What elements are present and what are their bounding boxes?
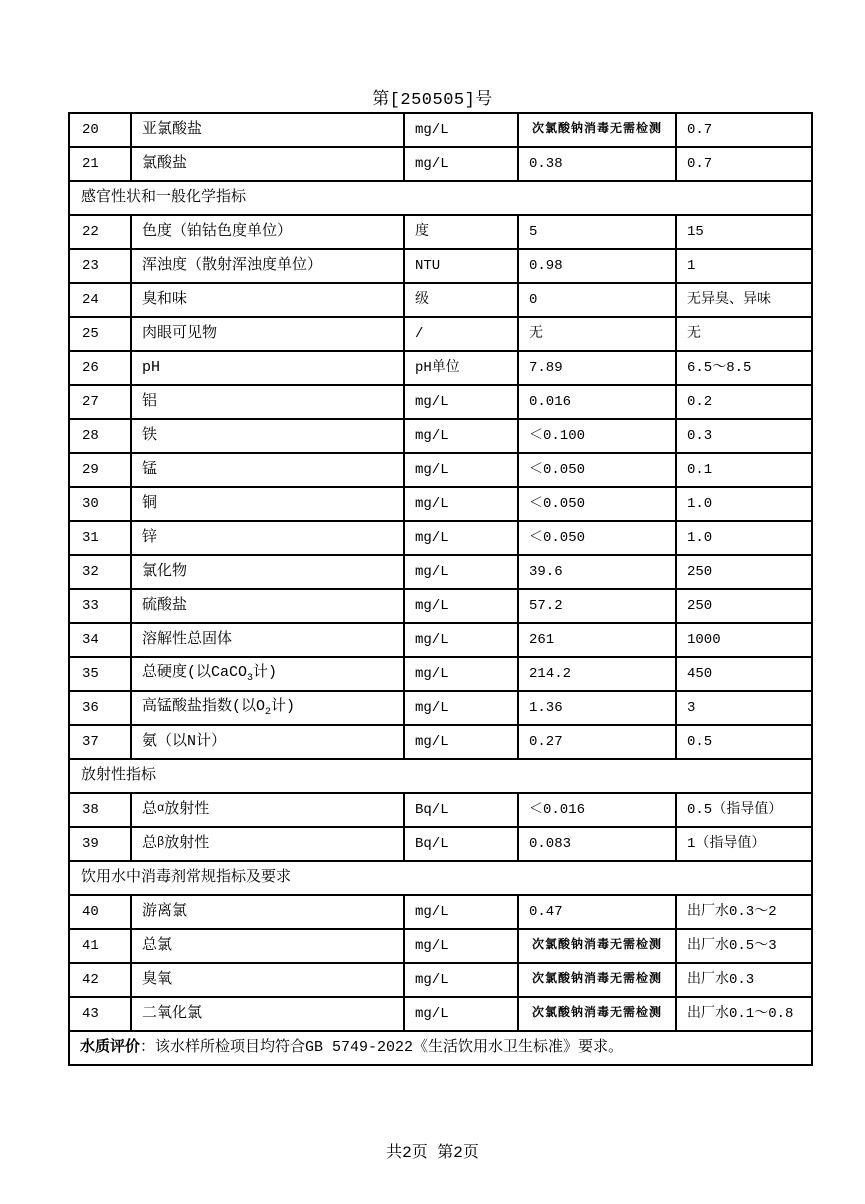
table-row bbox=[69, 317, 812, 351]
table-row bbox=[69, 827, 812, 861]
result-value-cell: 0 bbox=[518, 283, 676, 317]
table-row bbox=[69, 249, 812, 283]
row-number-cell: 20 bbox=[69, 113, 131, 147]
item-text-segment: 计) bbox=[271, 697, 296, 715]
row-number-cell: 27 bbox=[69, 385, 131, 419]
unit-cell: NTU bbox=[404, 249, 518, 283]
item-text-segment: 放射性 bbox=[164, 801, 210, 819]
evaluation-label: 水质评价 bbox=[80, 1039, 141, 1057]
item-name-cell: 游离氯 bbox=[131, 895, 404, 929]
report-number-title: 第[250505]号 bbox=[372, 91, 493, 110]
unit-cell: mg/L bbox=[404, 487, 518, 521]
result-value-cell: 261 bbox=[518, 623, 676, 657]
section-header: 感官性状和一般化学指标 bbox=[69, 181, 812, 215]
table-row bbox=[69, 419, 812, 453]
unit-cell: Bq/L bbox=[404, 827, 518, 861]
table-row bbox=[69, 929, 812, 963]
result-value-cell: ＜0.100 bbox=[518, 419, 676, 453]
row-number-cell: 36 bbox=[69, 691, 131, 725]
row-number-cell: 24 bbox=[69, 283, 131, 317]
evaluation-row bbox=[69, 1031, 812, 1065]
row-number-cell: 28 bbox=[69, 419, 131, 453]
item-name-cell: 氯化物 bbox=[131, 555, 404, 589]
item-name-cell: 臭和味 bbox=[131, 283, 404, 317]
row-number-cell: 39 bbox=[69, 827, 131, 861]
unit-cell: mg/L bbox=[404, 997, 518, 1031]
result-value-cell: 39.6 bbox=[518, 555, 676, 589]
row-number-cell: 29 bbox=[69, 453, 131, 487]
item-name-cell: 锌 bbox=[131, 521, 404, 555]
result-value-cell: ＜0.050 bbox=[518, 453, 676, 487]
result-value-cell: 次氯酸钠消毒无需检测 bbox=[518, 113, 676, 147]
item-name-cell: 亚氯酸盐 bbox=[131, 113, 404, 147]
table-row bbox=[69, 487, 812, 521]
limit-value-cell: 1（指导值） bbox=[676, 827, 812, 861]
limit-value-cell: 无 bbox=[676, 317, 812, 351]
table-row bbox=[69, 215, 812, 249]
table-row bbox=[69, 725, 812, 759]
unit-cell: mg/L bbox=[404, 963, 518, 997]
limit-value-cell: 无异臭、异味 bbox=[676, 283, 812, 317]
result-value-cell: 0.47 bbox=[518, 895, 676, 929]
unit-cell: mg/L bbox=[404, 691, 518, 725]
table-rows bbox=[69, 113, 812, 1031]
result-value-cell: 次氯酸钠消毒无需检测 bbox=[518, 997, 676, 1031]
limit-value-cell: 0.7 bbox=[676, 113, 812, 147]
limit-value-cell: 0.2 bbox=[676, 385, 812, 419]
result-value-cell: ＜0.050 bbox=[518, 521, 676, 555]
limit-value-cell: 0.1 bbox=[676, 453, 812, 487]
table-row bbox=[69, 657, 812, 691]
unit-cell: pH单位 bbox=[404, 351, 518, 385]
item-name-cell: 锰 bbox=[131, 453, 404, 487]
limit-value-cell: 250 bbox=[676, 555, 812, 589]
row-number-cell: 23 bbox=[69, 249, 131, 283]
limit-value-cell: 1 bbox=[676, 249, 812, 283]
water-quality-table bbox=[68, 112, 813, 1066]
item-name-cell: pH bbox=[131, 351, 404, 385]
limit-value-cell: 1.0 bbox=[676, 487, 812, 521]
item-text-segment: 计) bbox=[253, 663, 278, 681]
evaluation-text: 该水样所检项目均符合GB 5749-2022《生活饮用水卫生标准》要求。 bbox=[155, 1039, 624, 1057]
unit-cell: 级 bbox=[404, 283, 518, 317]
table-row bbox=[69, 691, 812, 725]
item-name-cell: 硫酸盐 bbox=[131, 589, 404, 623]
item-text-segment: β bbox=[157, 835, 165, 850]
table-row bbox=[69, 147, 812, 181]
row-number-cell: 37 bbox=[69, 725, 131, 759]
table-row bbox=[69, 895, 812, 929]
item-text-segment: 2 bbox=[265, 706, 272, 718]
result-value-cell: ＜0.050 bbox=[518, 487, 676, 521]
section-header: 放射性指标 bbox=[69, 759, 812, 793]
result-value-cell: 次氯酸钠消毒无需检测 bbox=[518, 929, 676, 963]
page-number-footer: 共2页 第2页 bbox=[386, 1144, 479, 1162]
item-text-segment: 总 bbox=[142, 801, 158, 819]
limit-value-cell: 出厂水0.5～3 bbox=[676, 929, 812, 963]
row-number-cell: 41 bbox=[69, 929, 131, 963]
item-name-cell: 臭氧 bbox=[131, 963, 404, 997]
item-name-cell bbox=[131, 657, 404, 691]
item-name-cell: 浑浊度（散射浑浊度单位） bbox=[131, 249, 404, 283]
row-number-cell: 42 bbox=[69, 963, 131, 997]
item-name-cell: 二氧化氯 bbox=[131, 997, 404, 1031]
result-value-cell: 57.2 bbox=[518, 589, 676, 623]
table-row bbox=[69, 963, 812, 997]
unit-cell: 度 bbox=[404, 215, 518, 249]
item-name-cell: 铝 bbox=[131, 385, 404, 419]
limit-value-cell: 450 bbox=[676, 657, 812, 691]
item-name-cell: 氨（以N计） bbox=[131, 725, 404, 759]
limit-value-cell: 15 bbox=[676, 215, 812, 249]
limit-value-cell: 出厂水0.3～2 bbox=[676, 895, 812, 929]
item-name-cell: 铜 bbox=[131, 487, 404, 521]
result-value-cell: 1.36 bbox=[518, 691, 676, 725]
evaluation-section bbox=[69, 1031, 812, 1065]
item-name-cell: 溶解性总固体 bbox=[131, 623, 404, 657]
row-number-cell: 32 bbox=[69, 555, 131, 589]
item-name-cell bbox=[131, 691, 404, 725]
item-text-segment: 3 bbox=[247, 672, 254, 684]
table-row bbox=[69, 793, 812, 827]
unit-cell: mg/L bbox=[404, 521, 518, 555]
section-header-row bbox=[69, 759, 812, 793]
limit-value-cell: 0.5（指导值） bbox=[676, 793, 812, 827]
result-value-cell: ＜0.016 bbox=[518, 793, 676, 827]
limit-value-cell: 250 bbox=[676, 589, 812, 623]
item-text-segment: 总硬度(以CaCO bbox=[142, 663, 248, 681]
limit-value-cell: 出厂水0.1～0.8 bbox=[676, 997, 812, 1031]
unit-cell: mg/L bbox=[404, 589, 518, 623]
section-header-row bbox=[69, 861, 812, 895]
section-header: 饮用水中消毒剂常规指标及要求 bbox=[69, 861, 812, 895]
row-number-cell: 22 bbox=[69, 215, 131, 249]
row-number-cell: 38 bbox=[69, 793, 131, 827]
table-row bbox=[69, 521, 812, 555]
row-number-cell: 33 bbox=[69, 589, 131, 623]
section-header-row bbox=[69, 181, 812, 215]
item-name-cell: 色度（铂钴色度单位） bbox=[131, 215, 404, 249]
row-number-cell: 21 bbox=[69, 147, 131, 181]
result-value-cell: 次氯酸钠消毒无需检测 bbox=[518, 963, 676, 997]
row-number-cell: 35 bbox=[69, 657, 131, 691]
evaluation-cell bbox=[69, 1031, 812, 1065]
unit-cell: mg/L bbox=[404, 895, 518, 929]
table-row bbox=[69, 623, 812, 657]
result-value-cell: 无 bbox=[518, 317, 676, 351]
item-text-segment: α bbox=[157, 801, 165, 816]
result-value-cell: 0.083 bbox=[518, 827, 676, 861]
table-row bbox=[69, 113, 812, 147]
row-number-cell: 31 bbox=[69, 521, 131, 555]
limit-value-cell: 0.7 bbox=[676, 147, 812, 181]
item-text-segment: 高锰酸盐指数(以O bbox=[142, 697, 266, 715]
unit-cell: mg/L bbox=[404, 929, 518, 963]
result-value-cell: 7.89 bbox=[518, 351, 676, 385]
row-number-cell: 34 bbox=[69, 623, 131, 657]
limit-value-cell: 3 bbox=[676, 691, 812, 725]
unit-cell: / bbox=[404, 317, 518, 351]
item-text-segment: 放射性 bbox=[164, 835, 210, 853]
item-name-cell: 肉眼可见物 bbox=[131, 317, 404, 351]
unit-cell: mg/L bbox=[404, 113, 518, 147]
unit-cell: mg/L bbox=[404, 385, 518, 419]
item-name-cell: 铁 bbox=[131, 419, 404, 453]
unit-cell: Bq/L bbox=[404, 793, 518, 827]
result-value-cell: 0.27 bbox=[518, 725, 676, 759]
unit-cell: mg/L bbox=[404, 147, 518, 181]
table-row bbox=[69, 385, 812, 419]
item-name-cell bbox=[131, 827, 404, 861]
unit-cell: mg/L bbox=[404, 555, 518, 589]
row-number-cell: 30 bbox=[69, 487, 131, 521]
table-row bbox=[69, 589, 812, 623]
table-row bbox=[69, 283, 812, 317]
unit-cell: mg/L bbox=[404, 453, 518, 487]
item-name-cell bbox=[131, 793, 404, 827]
unit-cell: mg/L bbox=[404, 623, 518, 657]
row-number-cell: 25 bbox=[69, 317, 131, 351]
limit-value-cell: 0.3 bbox=[676, 419, 812, 453]
limit-value-cell: 0.5 bbox=[676, 725, 812, 759]
row-number-cell: 26 bbox=[69, 351, 131, 385]
unit-cell: mg/L bbox=[404, 419, 518, 453]
limit-value-cell: 出厂水0.3 bbox=[676, 963, 812, 997]
table-row bbox=[69, 555, 812, 589]
result-value-cell: 0.016 bbox=[518, 385, 676, 419]
table-row bbox=[69, 351, 812, 385]
limit-value-cell: 1000 bbox=[676, 623, 812, 657]
table-row bbox=[69, 453, 812, 487]
table-row bbox=[69, 997, 812, 1031]
item-name-cell: 总氯 bbox=[131, 929, 404, 963]
item-name-cell: 氯酸盐 bbox=[131, 147, 404, 181]
result-value-cell: 5 bbox=[518, 215, 676, 249]
row-number-cell: 43 bbox=[69, 997, 131, 1031]
item-text-segment: 总 bbox=[142, 835, 158, 853]
evaluation-colon: ： bbox=[140, 1039, 156, 1057]
result-value-cell: 214.2 bbox=[518, 657, 676, 691]
result-value-cell: 0.98 bbox=[518, 249, 676, 283]
row-number-cell: 40 bbox=[69, 895, 131, 929]
unit-cell: mg/L bbox=[404, 725, 518, 759]
limit-value-cell: 6.5～8.5 bbox=[676, 351, 812, 385]
unit-cell: mg/L bbox=[404, 657, 518, 691]
limit-value-cell: 1.0 bbox=[676, 521, 812, 555]
result-value-cell: 0.38 bbox=[518, 147, 676, 181]
